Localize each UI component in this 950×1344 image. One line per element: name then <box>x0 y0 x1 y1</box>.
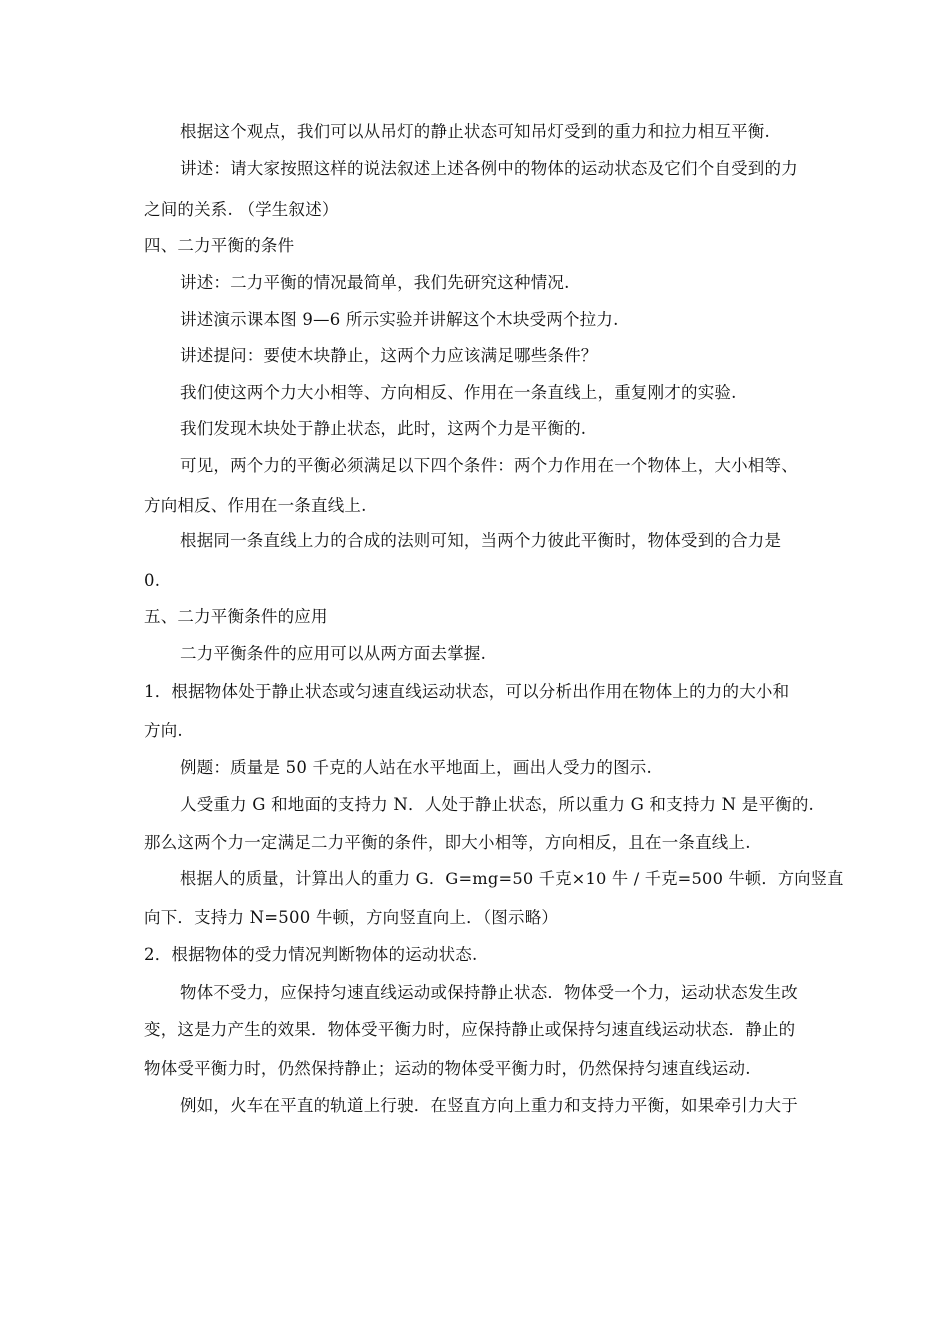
text-line: 例如，火车在平直的轨道上行驶．在竖直方向上重力和支持力平衡，如果牵引力大于 <box>180 1096 798 1115</box>
section-heading: 五、二力平衡条件的应用 <box>144 607 328 626</box>
text-line: 讲述演示课本图 9—6 所示实验并讲解这个木块受两个拉力. <box>180 310 619 329</box>
text-line: 例题：质量是 50 千克的人站在水平地面上，画出人受力的图示. <box>180 758 652 777</box>
text-line: 人受重力 G 和地面的支持力 N．人处于静止状态，所以重力 G 和支持力 N 是平衡的. <box>180 795 814 814</box>
text-line: 讲述提问：要使木块静止，这两个力应该满足哪些条件？ <box>180 346 598 365</box>
text-line: 物体受平衡力时，仍然保持静止；运动的物体受平衡力时，仍然保持匀速直线运动. <box>144 1059 751 1078</box>
text-line: 2．根据物体的受力情况判断物体的运动状态. <box>144 945 478 964</box>
text-line: 方向相反、作用在一条直线上. <box>144 496 367 515</box>
text-line: 物体不受力，应保持匀速直线运动或保持静止状态．物体受一个力，运动状态发生改 <box>180 983 798 1002</box>
text-line: 变，这是力产生的效果．物体受平衡力时，应保持静止或保持匀速直线运动状态．静止的 <box>144 1020 796 1039</box>
section-heading: 四、二力平衡的条件 <box>144 236 295 255</box>
text-line: 那么这两个力一定满足二力平衡的条件，即大小相等，方向相反，且在一条直线上. <box>144 833 751 852</box>
text-line: 根据人的质量，计算出人的重力 G．G=mg=50 千克×10 牛 / 千克=500 牛顿．方向竖直 <box>180 869 844 888</box>
text-line: 我们发现木块处于静止状态，此时，这两个力是平衡的. <box>180 419 587 438</box>
text-line: 我们使这两个力大小相等、方向相反、作用在一条直线上，重复刚才的实验. <box>180 383 737 402</box>
text-line: 讲述：请大家按照这样的说法叙述上述各例中的物体的运动状态及它们个自受到的力 <box>180 159 798 178</box>
text-line: 根据这个观点，我们可以从吊灯的静止状态可知吊灯受到的重力和拉力相互平衡. <box>180 122 770 141</box>
text-line: 讲述：二力平衡的情况最简单，我们先研究这种情况. <box>180 273 570 292</box>
text-line: 二力平衡条件的应用可以从两方面去掌握. <box>180 644 487 663</box>
text-line: 方向. <box>144 721 183 740</box>
text-line: 1．根据物体处于静止状态或匀速直线运动状态，可以分析出作用在物体上的力的大小和 <box>144 682 790 701</box>
text-line: 根据同一条直线上力的合成的法则可知，当两个力彼此平衡时，物体受到的合力是 <box>180 531 782 550</box>
text-line: 向下．支持力 N=500 牛顿，方向竖直向上．（图示略） <box>144 908 559 927</box>
text-line: 0. <box>144 571 161 590</box>
text-line: 可见，两个力的平衡必须满足以下四个条件：两个力作用在一个物体上，大小相等、 <box>180 456 798 475</box>
text-line: 之间的关系. （学生叙述） <box>144 200 339 219</box>
